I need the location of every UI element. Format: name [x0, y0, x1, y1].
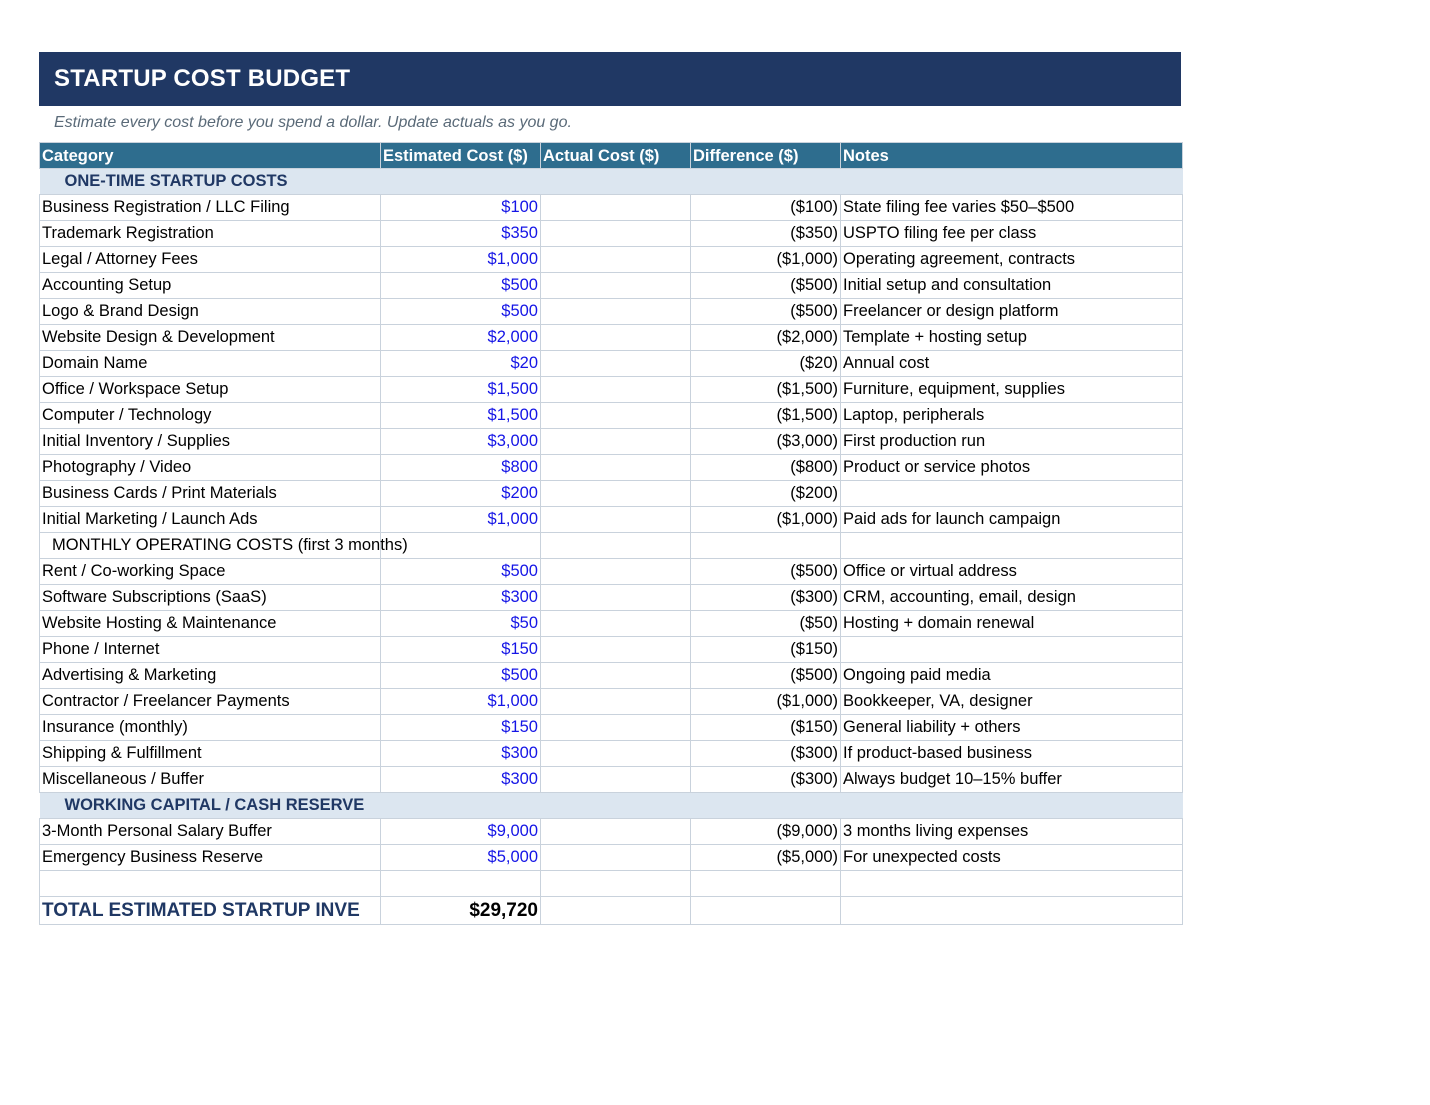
notes-cell[interactable]: 3 months living expenses — [841, 819, 1183, 845]
table-row — [40, 273, 1183, 299]
category-cell[interactable]: Domain Name — [40, 351, 381, 377]
notes-cell[interactable]: First production run — [841, 429, 1183, 455]
category-cell[interactable]: Photography / Video — [40, 455, 381, 481]
empty-cell[interactable] — [541, 533, 691, 559]
notes-cell[interactable]: Always budget 10–15% buffer — [841, 767, 1183, 793]
actual-cost-cell[interactable] — [541, 767, 691, 793]
notes-cell[interactable]: Ongoing paid media — [841, 663, 1183, 689]
difference-cell[interactable]: ($20) — [691, 351, 841, 377]
header-difference[interactable]: Difference ($) — [691, 143, 841, 169]
category-cell[interactable]: Initial Inventory / Supplies — [40, 429, 381, 455]
difference-cell[interactable]: ($1,000) — [691, 247, 841, 273]
difference-cell[interactable]: ($300) — [691, 741, 841, 767]
blank-row — [40, 871, 1183, 897]
section-row-monthly — [40, 533, 1183, 559]
section-title-one-time: ONE-TIME STARTUP COSTS — [64, 172, 288, 190]
estimated-cost-cell[interactable]: $3,000 — [381, 429, 541, 455]
estimated-cost-cell[interactable]: $2,000 — [381, 325, 541, 351]
difference-cell[interactable]: ($500) — [691, 299, 841, 325]
notes-cell[interactable]: Hosting + domain renewal — [841, 611, 1183, 637]
notes-cell[interactable]: Template + hosting setup — [841, 325, 1183, 351]
table-row — [40, 221, 1183, 247]
empty-cell[interactable] — [541, 897, 691, 925]
difference-cell[interactable]: ($2,000) — [691, 325, 841, 351]
notes-cell[interactable]: For unexpected costs — [841, 845, 1183, 871]
category-cell[interactable]: Website Hosting & Maintenance — [40, 611, 381, 637]
table-row — [40, 325, 1183, 351]
header-actual-cost[interactable]: Actual Cost ($) — [541, 143, 691, 169]
notes-cell[interactable]: Product or service photos — [841, 455, 1183, 481]
table-row — [40, 481, 1183, 507]
category-cell[interactable]: Legal / Attorney Fees — [40, 247, 381, 273]
category-cell[interactable]: Rent / Co-working Space — [40, 559, 381, 585]
difference-cell[interactable]: ($200) — [691, 481, 841, 507]
estimated-cost-cell[interactable]: $20 — [381, 351, 541, 377]
empty-cell[interactable] — [381, 871, 541, 897]
category-cell[interactable]: Advertising & Marketing — [40, 663, 381, 689]
category-cell[interactable]: Logo & Brand Design — [40, 299, 381, 325]
category-cell[interactable]: Software Subscriptions (SaaS) — [40, 585, 381, 611]
estimated-cost-cell[interactable]: $800 — [381, 455, 541, 481]
actual-cost-cell[interactable] — [541, 195, 691, 221]
estimated-cost-cell[interactable]: $500 — [381, 559, 541, 585]
actual-cost-cell[interactable] — [541, 689, 691, 715]
estimated-cost-cell[interactable]: $1,500 — [381, 377, 541, 403]
header-row — [40, 143, 1183, 169]
table-row — [40, 715, 1183, 741]
actual-cost-cell[interactable] — [541, 273, 691, 299]
difference-cell[interactable]: ($5,000) — [691, 845, 841, 871]
section-cell[interactable] — [40, 533, 408, 559]
table-row — [40, 507, 1183, 533]
actual-cost-cell[interactable] — [541, 585, 691, 611]
difference-cell[interactable]: ($1,000) — [691, 689, 841, 715]
section-title-monthly: MONTHLY OPERATING COSTS (first 3 months) — [52, 536, 408, 554]
actual-cost-cell[interactable] — [541, 481, 691, 507]
category-cell[interactable]: Miscellaneous / Buffer — [40, 767, 381, 793]
notes-cell[interactable]: USPTO filing fee per class — [841, 221, 1183, 247]
table-row — [40, 429, 1183, 455]
table-row — [40, 689, 1183, 715]
category-cell[interactable]: Phone / Internet — [40, 637, 381, 663]
empty-cell[interactable] — [691, 871, 841, 897]
category-cell[interactable]: Shipping & Fulfillment — [40, 741, 381, 767]
empty-cell[interactable] — [841, 533, 1183, 559]
estimated-cost-cell[interactable]: $50 — [381, 611, 541, 637]
difference-cell[interactable]: ($300) — [691, 767, 841, 793]
category-cell[interactable]: Accounting Setup — [40, 273, 381, 299]
actual-cost-cell[interactable] — [541, 663, 691, 689]
table-row — [40, 585, 1183, 611]
total-value[interactable]: $29,720 — [381, 897, 541, 925]
actual-cost-cell[interactable] — [541, 637, 691, 663]
notes-cell[interactable] — [841, 481, 1183, 507]
estimated-cost-cell[interactable]: $300 — [381, 767, 541, 793]
actual-cost-cell[interactable] — [541, 507, 691, 533]
notes-cell[interactable]: Paid ads for launch campaign — [841, 507, 1183, 533]
notes-cell[interactable]: Furniture, equipment, supplies — [841, 377, 1183, 403]
table-row — [40, 637, 1183, 663]
difference-cell[interactable]: ($3,000) — [691, 429, 841, 455]
notes-cell[interactable]: Laptop, peripherals — [841, 403, 1183, 429]
header-category[interactable]: Category — [40, 143, 381, 169]
empty-cell[interactable] — [841, 897, 1183, 925]
table-row — [40, 611, 1183, 637]
table-row — [40, 559, 1183, 585]
actual-cost-cell[interactable] — [541, 715, 691, 741]
difference-cell[interactable]: ($300) — [691, 585, 841, 611]
actual-cost-cell[interactable] — [541, 221, 691, 247]
estimated-cost-cell[interactable]: $500 — [381, 273, 541, 299]
actual-cost-cell[interactable] — [541, 429, 691, 455]
estimated-cost-cell[interactable]: $1,500 — [381, 403, 541, 429]
notes-cell[interactable]: Operating agreement, contracts — [841, 247, 1183, 273]
empty-cell[interactable] — [691, 897, 841, 925]
estimated-cost-cell[interactable]: $1,000 — [381, 507, 541, 533]
difference-cell[interactable]: ($150) — [691, 715, 841, 741]
table-row — [40, 819, 1183, 845]
actual-cost-cell[interactable] — [541, 351, 691, 377]
notes-cell[interactable] — [841, 637, 1183, 663]
table-row — [40, 767, 1183, 793]
category-cell[interactable]: Business Registration / LLC Filing — [40, 195, 381, 221]
empty-cell[interactable] — [841, 871, 1183, 897]
estimated-cost-cell[interactable]: $350 — [381, 221, 541, 247]
difference-cell[interactable]: ($150) — [691, 637, 841, 663]
table-row — [40, 299, 1183, 325]
category-cell[interactable]: Trademark Registration — [40, 221, 381, 247]
estimated-cost-cell[interactable]: $300 — [381, 585, 541, 611]
actual-cost-cell[interactable] — [541, 247, 691, 273]
section-cell[interactable] — [40, 793, 1183, 819]
estimated-cost-cell[interactable]: $1,000 — [381, 247, 541, 273]
section-title-working-capital: WORKING CAPITAL / CASH RESERVE — [64, 796, 365, 814]
estimated-cost-cell[interactable]: $100 — [381, 195, 541, 221]
category-cell[interactable]: Insurance (monthly) — [40, 715, 381, 741]
notes-cell[interactable]: General liability + others — [841, 715, 1183, 741]
actual-cost-cell[interactable] — [541, 455, 691, 481]
actual-cost-cell[interactable] — [541, 741, 691, 767]
difference-cell[interactable]: ($1,500) — [691, 377, 841, 403]
estimated-cost-cell[interactable]: $150 — [381, 637, 541, 663]
empty-cell[interactable] — [40, 871, 381, 897]
difference-cell[interactable]: ($50) — [691, 611, 841, 637]
difference-cell[interactable]: ($9,000) — [691, 819, 841, 845]
table-row — [40, 663, 1183, 689]
actual-cost-cell[interactable] — [541, 299, 691, 325]
category-cell[interactable]: Computer / Technology — [40, 403, 381, 429]
total-row — [40, 897, 1183, 925]
estimated-cost-cell[interactable]: $150 — [381, 715, 541, 741]
estimated-cost-cell[interactable]: $200 — [381, 481, 541, 507]
table-row — [40, 741, 1183, 767]
actual-cost-cell[interactable] — [541, 403, 691, 429]
difference-cell[interactable]: ($1,000) — [691, 507, 841, 533]
table-row — [40, 455, 1183, 481]
actual-cost-cell[interactable] — [541, 325, 691, 351]
difference-cell[interactable]: ($800) — [691, 455, 841, 481]
empty-cell[interactable] — [541, 871, 691, 897]
difference-cell[interactable]: ($100) — [691, 195, 841, 221]
category-cell[interactable]: 3-Month Personal Salary Buffer — [40, 819, 381, 845]
page-subtitle: Estimate every cost before you spend a dollar. Update actuals as you go. — [54, 114, 572, 131]
category-cell[interactable]: Contractor / Freelancer Payments — [40, 689, 381, 715]
difference-cell[interactable]: ($500) — [691, 663, 841, 689]
category-cell[interactable]: Emergency Business Reserve — [40, 845, 381, 871]
difference-cell[interactable]: ($1,500) — [691, 403, 841, 429]
difference-cell[interactable]: ($350) — [691, 221, 841, 247]
empty-cell[interactable] — [691, 533, 841, 559]
table-row — [40, 403, 1183, 429]
notes-cell[interactable]: Annual cost — [841, 351, 1183, 377]
estimated-cost-cell[interactable]: $1,000 — [381, 689, 541, 715]
notes-cell[interactable]: Bookkeeper, VA, designer — [841, 689, 1183, 715]
estimated-cost-cell[interactable]: $500 — [381, 299, 541, 325]
category-cell[interactable]: Website Design & Development — [40, 325, 381, 351]
budget-table — [39, 142, 1183, 925]
difference-cell[interactable]: ($500) — [691, 273, 841, 299]
title-bar — [39, 52, 1181, 106]
section-cell[interactable] — [40, 169, 1183, 195]
table-row — [40, 351, 1183, 377]
table-row — [40, 845, 1183, 871]
header-notes[interactable]: Notes — [841, 143, 1183, 169]
section-row-one-time — [40, 169, 1183, 195]
notes-cell[interactable]: Initial setup and consultation — [841, 273, 1183, 299]
notes-cell[interactable]: CRM, accounting, email, design — [841, 585, 1183, 611]
notes-cell[interactable]: Freelancer or design platform — [841, 299, 1183, 325]
actual-cost-cell[interactable] — [541, 845, 691, 871]
category-cell[interactable]: Initial Marketing / Launch Ads — [40, 507, 381, 533]
notes-cell[interactable]: If product-based business — [841, 741, 1183, 767]
actual-cost-cell[interactable] — [541, 611, 691, 637]
section-row-working-capital — [40, 793, 1183, 819]
estimated-cost-cell[interactable]: $9,000 — [381, 819, 541, 845]
actual-cost-cell[interactable] — [541, 377, 691, 403]
actual-cost-cell[interactable] — [541, 559, 691, 585]
page-title: STARTUP COST BUDGET — [54, 65, 351, 92]
estimated-cost-cell[interactable]: $500 — [381, 663, 541, 689]
category-cell[interactable]: Office / Workspace Setup — [40, 377, 381, 403]
notes-cell[interactable]: State filing fee varies $50–$500 — [841, 195, 1183, 221]
table-row — [40, 377, 1183, 403]
difference-cell[interactable]: ($500) — [691, 559, 841, 585]
notes-cell[interactable]: Office or virtual address — [841, 559, 1183, 585]
table-row — [40, 247, 1183, 273]
actual-cost-cell[interactable] — [541, 819, 691, 845]
header-estimated-cost[interactable]: Estimated Cost ($) — [381, 143, 541, 169]
table-row — [40, 195, 1183, 221]
total-label[interactable]: TOTAL ESTIMATED STARTUP INVE — [40, 897, 381, 925]
category-cell[interactable]: Business Cards / Print Materials — [40, 481, 381, 507]
estimated-cost-cell[interactable]: $5,000 — [381, 845, 541, 871]
estimated-cost-cell[interactable]: $300 — [381, 741, 541, 767]
